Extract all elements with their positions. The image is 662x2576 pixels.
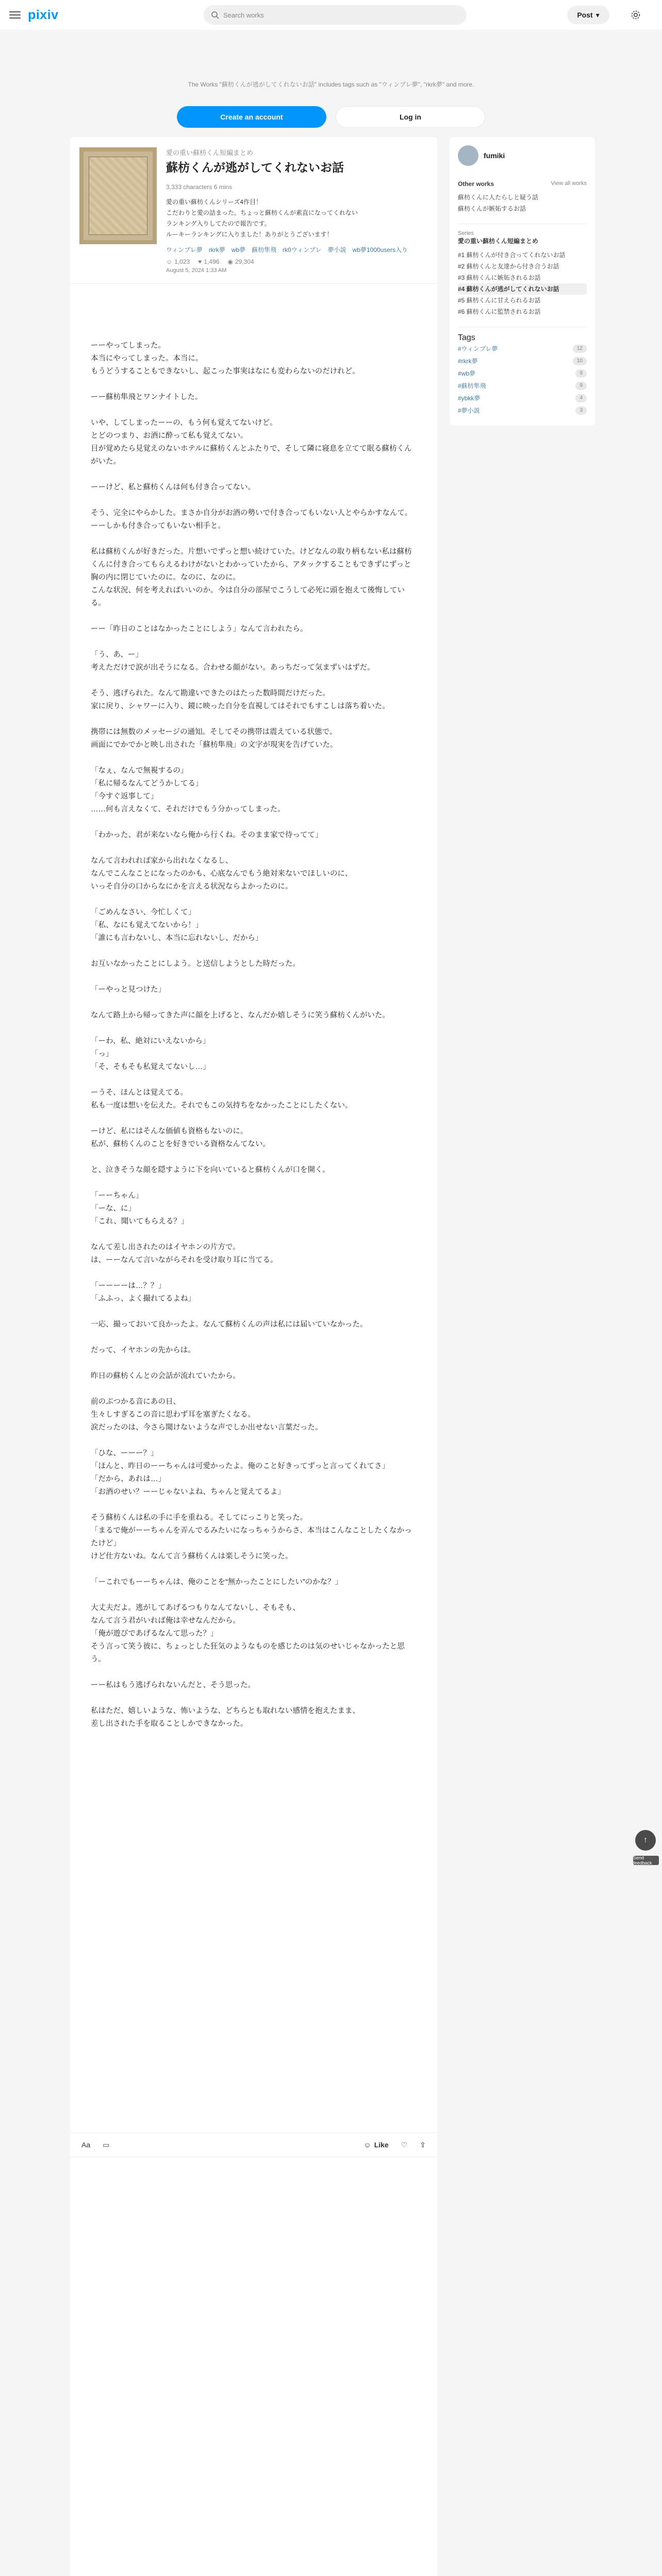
- tag-link[interactable]: rk0ウィンブレ: [283, 246, 322, 253]
- other-works-list: [458, 192, 587, 214]
- main-column: [70, 137, 437, 2576]
- body-paragraph: お互いなかったことにしよう。と送信しようとした時だった。: [91, 960, 300, 968]
- tag-row[interactable]: [458, 392, 587, 404]
- list-item[interactable]: #2 蘇枋くんと友達から付き合うお話: [458, 263, 559, 270]
- list-item-current[interactable]: #4 蘇枋くんが逃がしてくれないお話: [458, 283, 587, 295]
- novel-body: [70, 283, 437, 2576]
- work-stats: [166, 258, 428, 265]
- smile-icon: ☺: [363, 2141, 371, 2149]
- body-paragraph: ーーけど、私と蘇枋くんは何も付き合ってない。: [91, 483, 255, 492]
- body-paragraph: 携帯には無数のメッセージの通知。そしてその携帯は震えている状態で。 画面にでかでかと映し出された「蘇枋隼飛」の文字が現実を告げていた。: [91, 728, 338, 749]
- list-item[interactable]: #1 蘇枋くんが付き合ってくれないお話: [458, 251, 566, 259]
- body-paragraph: 大丈夫だよ。逃がしてあげるつもりなんてないし、そもそも、 なんて言う君がいれば俺は幸せなんだから。 「俺が遊びであげるなんて思った？」 そう言って笑う彼に、ちょっとした狂気のようなものを感じたのは気のせいじゃなかったと思う。: [91, 1604, 405, 1664]
- work-title: 蘇枋くんが逃がしてくれないお話: [166, 161, 344, 174]
- eye-icon: ◉: [227, 258, 233, 265]
- tag-row[interactable]: [458, 380, 587, 392]
- series-link[interactable]: 愛の重い蘇枋くん短編まとめ: [166, 149, 254, 157]
- smile-icon: ☺: [166, 258, 173, 265]
- like-label: Like: [374, 2141, 389, 2149]
- body-paragraph: 私は蘇枋くんが好きだった。片想いでずっと想い続けていた。けどなんの取り柄もない私は蘇枋くんに付き合ってもらえるわけがないとわかっていたから、アタックすることもできずにずっと胸の内に閉じていたのに。なのに、なのに。 こんな状況、何を考えればいいのか。今は自分の部屋でこうして必死に頭を抱えて後悔している。: [91, 548, 412, 607]
- tag-count-badge: 12: [573, 345, 587, 353]
- search-placeholder: Search works: [223, 11, 264, 19]
- tag-link[interactable]: ウィンブレ夢: [166, 246, 203, 253]
- body-paragraph: 「わかった、君が来ないなら俺から行くね。そのまま家で待ってて」: [91, 831, 323, 839]
- reaction-bar: [70, 2132, 437, 2157]
- tag-name: #夢小説: [458, 407, 480, 414]
- top-bar: [0, 0, 662, 30]
- comment-icon[interactable]: ▭: [103, 2140, 110, 2149]
- tag-count-badge: 9: [575, 382, 587, 390]
- body-paragraph: なんて差し出されたのはイヤホンの片方で。 は、ーーなんて言いながらそれを受け取り耳に当てる。: [91, 1243, 278, 1264]
- sidebar: [450, 137, 595, 2576]
- body-paragraph: そう蘇枋くんは私の手に手を重ねる。そしてにっこりと笑った。 「まるで俺がーーちゃんを弄んでるみたいになっちゃうからさ、本当はこんなことしたくなかったけど」 けど仕方ないね。なんて言う蘇枋くんは楽しそうに笑った。: [91, 1514, 412, 1561]
- author-name[interactable]: fumiki: [484, 151, 505, 160]
- body-paragraph: そう、逃げられた。なんて勘違いできたのはたった数時間だけだった。 家に戻り、シャワーに入り、鏡に映った自分を直視してはそれでもすこしは落ち着いた。: [91, 689, 390, 710]
- tags-box: [458, 327, 587, 417]
- tag-link[interactable]: 蘇枋隼飛: [252, 246, 277, 253]
- body-paragraph: 私はただ、嬉しいような、怖いような、どちらとも取れない感情を抱えたまま、 差し出された手を取ることしかできなかった。: [91, 1707, 360, 1728]
- tag-name: #ウィンブレ夢: [458, 345, 498, 352]
- body-paragraph: 「ーこれでもーーちゃんは、俺のことを“無かったことにしたい”のかな？」: [91, 1578, 343, 1586]
- scroll-to-top-button[interactable]: [635, 1830, 656, 1851]
- promo-text: The Works "蘇枋くんが逃がしてくれないお話" includes tags such as "ウィンブレ夢", "rkrk夢" and more.: [188, 81, 474, 88]
- caption-line: 愛の重い蘇枋くんシリーズ4作目！: [166, 198, 262, 206]
- bookmarks-stat: [198, 258, 219, 265]
- tag-link[interactable]: wb夢: [231, 246, 246, 253]
- cover-image[interactable]: [79, 147, 157, 244]
- series-label: Series: [458, 230, 474, 236]
- tags-label: Tags: [458, 333, 475, 342]
- list-item[interactable]: 蘇枋くんに人たらしと疑う話: [458, 194, 539, 201]
- tag-count-badge: 10: [573, 357, 587, 365]
- series-list: [458, 249, 587, 317]
- like-button[interactable]: [363, 2141, 388, 2149]
- signup-promo: [0, 30, 662, 137]
- body-paragraph: 「ーやっと見つけた」: [91, 986, 166, 994]
- caption-line: こだわりと愛の詰まった。ちょっと蘇枋くんが素直になってくれない: [166, 209, 358, 216]
- bookmark-heart-icon[interactable]: ♡: [401, 2140, 408, 2149]
- list-item[interactable]: #3 蘇枋くんに嫉妬されるお話: [458, 274, 541, 281]
- menu-icon[interactable]: [9, 11, 21, 19]
- body-paragraph: 「ひな、ーーー？」 「ほんと、昨日のーーちゃんは可愛かったよ。俺のこと好きってずっと言ってくれてさ」 「だから、あれは…」 「お酒のせい？ーーじゃないよね、ちゃんと覚えてるよ」: [91, 1449, 390, 1496]
- logo-text: pixiv: [28, 7, 59, 22]
- body-paragraph: ーうそ、ほんとは覚えてる。 私も一度は想いを伝えた。それでもこの気持ちをなかったことにしたくない。: [91, 1089, 353, 1110]
- body-paragraph: なんて路上から帰ってきた声に顔を上げると、なんだか嬉しそうに笑う蘇枋くんがいた。: [91, 1011, 390, 1020]
- tag-link[interactable]: wb夢1000users入り: [352, 246, 408, 253]
- tag-count-badge: 3: [575, 406, 587, 415]
- body-paragraph: ーー蘇枋隼飛とワンナイトした。: [91, 393, 203, 401]
- body-paragraph: ーー「昨日のことはなかったことにしよう」なんて言われたら。: [91, 625, 308, 633]
- likes-stat: [166, 258, 190, 265]
- chevron-down-icon: ▾: [595, 10, 600, 19]
- caption-line: ランキング入りしてたので報告です。: [166, 220, 271, 227]
- body-paragraph: 昨日の蘇枋くんとの会話が流れていたから。: [91, 1372, 240, 1380]
- tag-row[interactable]: [458, 404, 587, 417]
- series-box: [458, 224, 587, 317]
- list-item[interactable]: #5 蘇枋くんに甘えられるお話: [458, 297, 541, 304]
- bookmarks-count: 1,496: [204, 258, 220, 265]
- list-item[interactable]: #6 蘇枋くんに監禁されるお話: [458, 308, 541, 315]
- body-paragraph: そう、完全にやらかした。まさか自分がお酒の勢いで付き合ってもいない人とやらかすなんて。 ーーしかも付き合ってもいない相手と。: [91, 509, 412, 530]
- tag-list: [166, 245, 428, 254]
- caption-line: ルーキーランキングに入りました！ありがとうございます！: [166, 231, 333, 238]
- body-paragraph: 「ーーちゃん」 「ーな、に」 「これ、聞いてもらえる？」: [91, 1192, 189, 1226]
- body-paragraph: だって、イヤホンの先からは。: [91, 1346, 195, 1354]
- views-stat: [227, 258, 254, 265]
- login-button[interactable]: Log in: [336, 106, 485, 128]
- body-paragraph: 「う、あ、ー」 考えただけで涙が出そうになる。合わせる顔がない。あっちだって気まずいはずだ。: [91, 651, 375, 672]
- tag-name: #rkrk夢: [458, 358, 478, 365]
- views-count: 29,304: [235, 258, 254, 265]
- post-date: August 5, 2024 1:33 AM: [166, 267, 227, 274]
- work-meta: 3,333 characters 6 mins: [166, 183, 233, 191]
- other-works-heading: Other works: [458, 180, 494, 188]
- post-label: Post: [577, 11, 593, 19]
- body-paragraph: 「ーーーーは…？？」 「ふふっ、よく撮れてるよね」: [91, 1282, 195, 1303]
- post-button[interactable]: [567, 6, 609, 24]
- body-paragraph: 「なぇ、なんで無視するの」 「私に帰るなんてどうかしてる」 「今すぐ返事して」 ……何も言えなくて、それだけでもう分かってしまった。: [91, 767, 285, 814]
- tag-count-badge: 4: [575, 394, 587, 402]
- arrow-up-icon: ↑: [643, 1836, 648, 1844]
- tag-name: #蘇枋隼飛: [458, 382, 486, 389]
- likes-count: 1,023: [174, 258, 190, 265]
- body-paragraph: 「ーわ、私、絶対にいえないから」 「っ」 「そ、そもそも私覚えてないし…」: [91, 1037, 210, 1071]
- tag-count-badge: 9: [575, 369, 587, 378]
- list-item[interactable]: 蘇枋くんが嫉妬するお話: [458, 205, 526, 212]
- body-paragraph: なんて言われれば家から出れなくなるし、 なんでこんなことになったのかも、心底なんでもう絶対来ないでほしいのに、 いっそ自分の口からなにかを言える状況ならよかったのに。: [91, 857, 353, 891]
- font-size-icon[interactable]: Aa: [81, 2141, 91, 2149]
- heart-icon: ♥: [198, 258, 202, 265]
- gear-icon[interactable]: [630, 9, 641, 21]
- work-caption: [166, 197, 428, 240]
- tag-name: #ybkk夢: [458, 395, 481, 402]
- body-paragraph: ーー私はもう逃げられないんだと、そう思った。: [91, 1681, 255, 1689]
- body-paragraph: と、泣きそうな顔を隠すように下を向いていると蘇枋くんが口を開く。: [91, 1166, 330, 1174]
- body-paragraph: いや、してしまったーーの、もう何も覚えてないけど。 とどのつまり、お酒に酔って私も覚えてない。 目が覚めたら見覚えのないホテルに蘇枋くんとふたりで、そして隣に寝息を立てて眠る蘇枋くんがいた。: [91, 419, 412, 466]
- body-paragraph: 一応、撮っておいて良かったよ。なんて蘇枋くんの声は私には届いていなかった。: [91, 1320, 368, 1329]
- share-icon[interactable]: ⇪: [420, 2140, 426, 2149]
- create-account-button[interactable]: Create an account: [177, 106, 326, 128]
- tag-name: #wb夢: [458, 370, 476, 377]
- tag-row[interactable]: [458, 343, 587, 355]
- pixiv-logo[interactable]: [28, 8, 58, 23]
- body-paragraph: 「ごめんなさい、今忙しくて」 「私、なにも覚えてないから！」 「誰にも言わないし、本当に忘れないし、だから」: [91, 908, 263, 942]
- search-input[interactable]: [204, 5, 467, 25]
- feedback-button[interactable]: Send feedback: [633, 1856, 659, 1865]
- body-paragraph: ーーやってしまった。 本当にやってしまった。本当に。 もうどうすることもできないし、起こった事実はなにも変わらないのだけれど。: [91, 342, 360, 376]
- body-paragraph: 前のぶつかる音にあの日、 生々しすぎるこの音に思わず耳を塞ぎたくなる。 涙だったのは、今さら聞けないような声でしか出せない言葉だった。: [91, 1398, 323, 1432]
- tag-link[interactable]: rkrk夢: [208, 246, 225, 253]
- view-all-link[interactable]: View all works: [551, 180, 587, 187]
- author-card: [450, 137, 595, 426]
- tag-row[interactable]: [458, 355, 587, 367]
- work-header: [70, 137, 437, 283]
- body-paragraph: ーけど、私にはそんな価値も資格もないのに。 私が、蘇枋くんのことを好きでいる資格なんてない。: [91, 1127, 270, 1148]
- search-icon: [211, 11, 219, 19]
- series-name[interactable]: 愛の重い蘇枋くん短編まとめ: [458, 238, 539, 245]
- avatar[interactable]: [458, 145, 478, 166]
- tag-row[interactable]: [458, 367, 587, 380]
- tag-link[interactable]: 夢小説: [327, 246, 346, 253]
